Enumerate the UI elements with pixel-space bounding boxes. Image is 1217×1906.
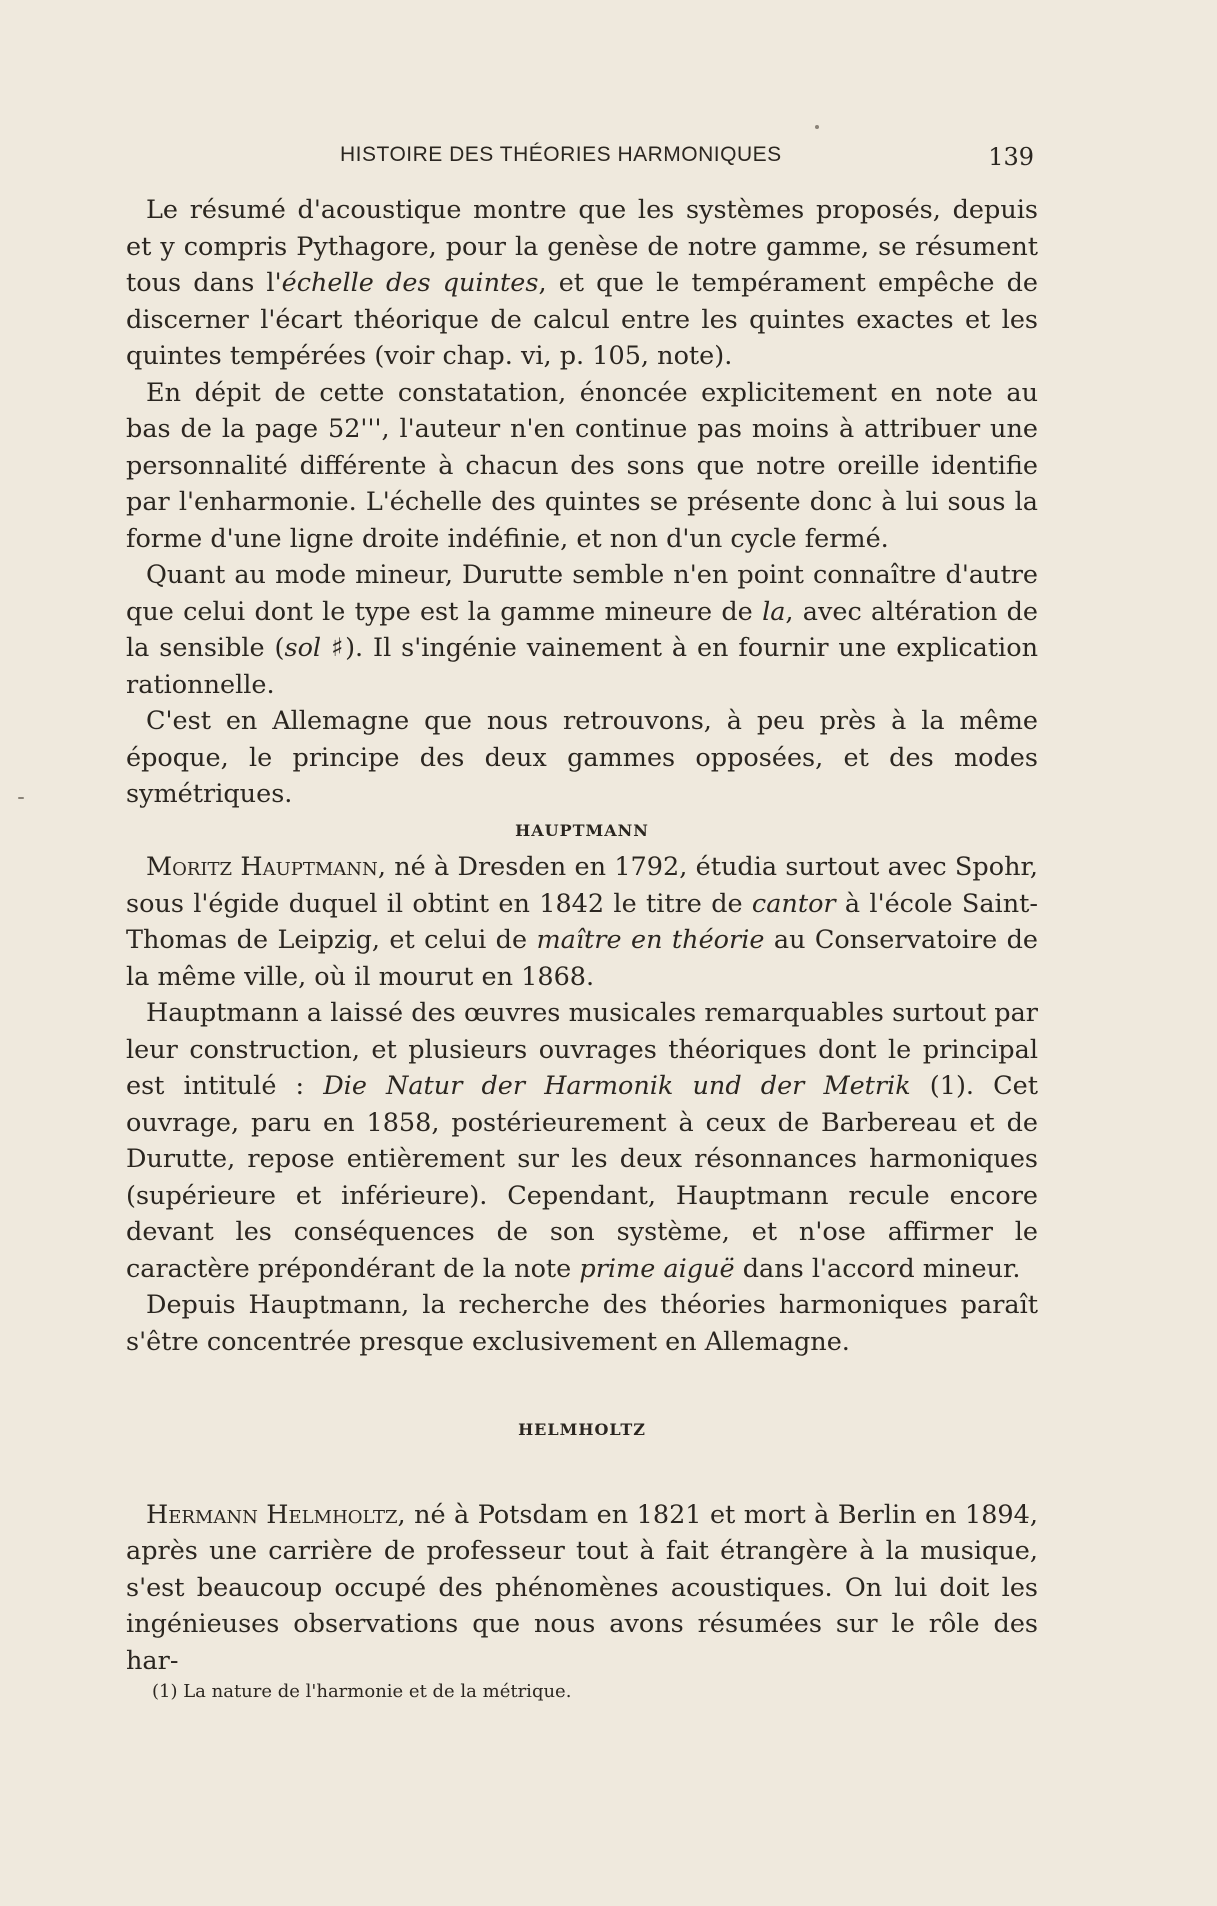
text-run: Quant au mode mineur, Durutte semble n'en point connaître d'autre que celui dont le type est la gamme mineure de xyxy=(126,560,1038,627)
paragraph: Depuis Hauptmann, la recherche des théories harmoniques paraît s'être concentrée presque exclusivement en Allemagne. xyxy=(126,1290,1038,1357)
section-heading-helmholtz: HELMHOLTZ xyxy=(518,1420,646,1439)
running-title: HISTOIRE DES THÉORIES HARMONIQUES xyxy=(340,143,782,166)
text-run: , et que le tempérament empêche de discerner l'écart théorique de calcul entre les quintes exactes et les quintes tempérées (voir chap. vi, p. 105, note). xyxy=(126,268,1038,371)
paragraph: En dépit de cette constatation, énoncée explicitement en note au bas de la page 52''', l'auteur n'en continue pas moins à attribuer une personnalité différente à chacun des sons que notre oreille identifie par l'enharmonie. L'échelle des quintes se présente donc à lui sous la forme d'une ligne droite indéfinie, et non d'un cycle fermé. xyxy=(126,377,1038,554)
italic-term: sol ♯ xyxy=(284,633,346,663)
italic-term: prime aiguë xyxy=(579,1253,735,1284)
text-run: Hauptmann a laissé des œuvres musicales remarquables surtout par leur construction, et plusieurs ouvrages théoriques dont le principal est intitulé : xyxy=(126,998,1038,1101)
text-run: au Conservatoire de la même ville, où il mourut en 1868. xyxy=(126,925,1039,992)
section-heading-hauptmann: HAUPTMANN xyxy=(515,820,649,840)
paragraph xyxy=(126,1497,1038,1680)
person-name: Moritz Hauptmann xyxy=(146,852,378,882)
italic-title: Die Natur der Harmonik und der Metrik xyxy=(323,1071,911,1101)
body-text xyxy=(126,192,1038,1679)
italic-term: la xyxy=(762,596,786,627)
text-run: , avec altération de la sensible ( xyxy=(126,596,1039,663)
italic-term: cantor xyxy=(751,888,836,919)
paper-speck xyxy=(815,125,819,129)
person-name: Hermann Helmholtz xyxy=(146,1499,398,1530)
running-header xyxy=(130,143,1040,173)
text-run: dans l'accord mineur. xyxy=(734,1253,1021,1284)
italic-term: échelle des quintes xyxy=(281,268,539,298)
paragraph xyxy=(126,557,1038,703)
paragraph xyxy=(126,192,1038,375)
text-run: , né à Potsdam en 1821 et mort à Berlin en 1894, après une carrière de professeur tout à fait étrangère à la musique, s'est beaucoup occupé des phénomènes acoustiques. On lui doit les ingénieuses observations que nous avons résumées sur le rôle des har- xyxy=(126,1499,1038,1676)
text-run: Le résumé d'acoustique montre que les systèmes proposés, depuis et y compris Pythagore, pour la genèse de notre gamme, se résument tous dans l' xyxy=(126,195,1038,298)
paragraph xyxy=(126,849,1038,995)
text-run: , né à Dresden en 1792, étudia surtout avec Spohr, sous l'égide duquel il obtint en 1842 le titre de xyxy=(126,852,1038,919)
text-run: (1). Cet ouvrage, paru en 1858, postérieurement à ceux de Barbereau et de Durutte, repose entièrement sur les deux résonnances harmoniques (supérieure et inférieure). Cependant, Hauptmann recule encore devant les conséquences de son système, et n'ose affirmer le caractère prépondérant de la note xyxy=(126,1071,1038,1284)
italic-term: maître en théorie xyxy=(536,925,765,955)
paper-speck xyxy=(18,797,24,799)
text-run: ). Il s'ingénie vainement à en fournir une explication rationnelle. xyxy=(126,633,1038,700)
page-number: 139 xyxy=(988,143,1034,171)
paragraph: C'est en Allemagne que nous retrouvons, à peu près à la même époque, le principe des deux gammes opposées, et des modes symétriques. xyxy=(126,706,1038,809)
text-run: à l'école Saint-Thomas de Leipzig, et celui de xyxy=(126,888,1038,955)
paragraph xyxy=(126,995,1038,1287)
footnote: (1) La nature de l'harmonie et de la métrique. xyxy=(152,1681,572,1702)
